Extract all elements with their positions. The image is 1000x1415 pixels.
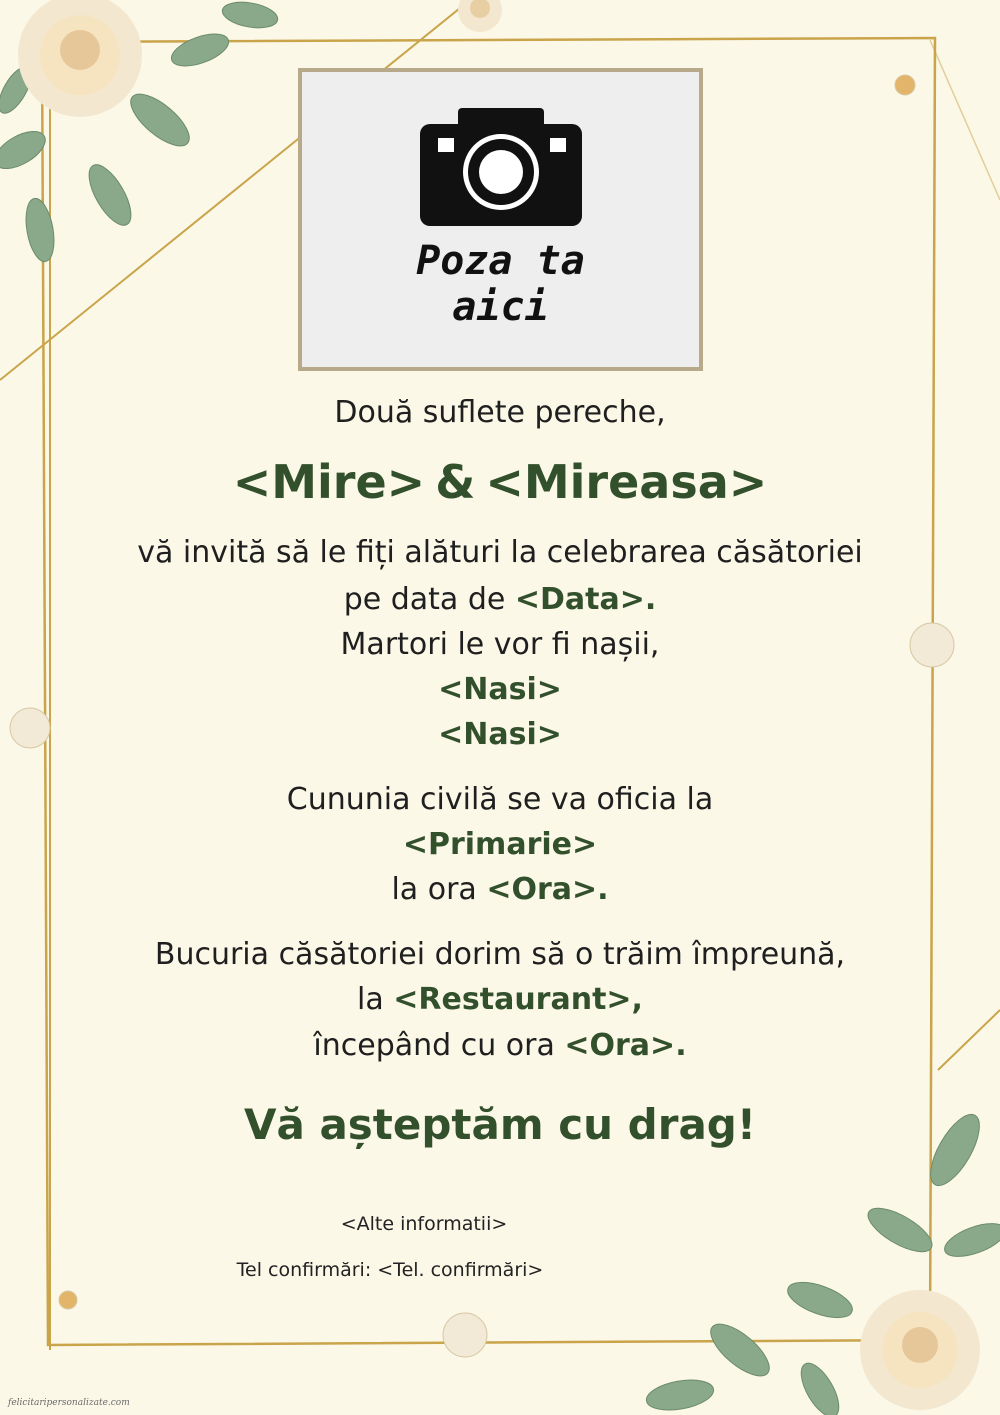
witnesses-intro: Martori le vor fi nașii,: [340, 627, 660, 662]
intro-line: Două suflete pereche,: [334, 395, 666, 430]
restaurant-line: [0, 982, 1000, 1017]
date-prefix: pe data de: [343, 582, 515, 617]
civil-time: <Ora>.: [486, 872, 609, 907]
ampersand: &: [435, 455, 476, 509]
godparent-2: <Nasi>: [438, 717, 562, 752]
date-line: [0, 582, 1000, 617]
party-time-line: [0, 1028, 1000, 1063]
camera-icon: [420, 108, 582, 226]
closing-line: Vă așteptăm cu drag!: [244, 1100, 756, 1149]
civil-time-prefix: la ora: [391, 872, 487, 907]
date-placeholder: <Data>.: [514, 582, 657, 617]
party-time: <Ora>.: [564, 1028, 687, 1063]
party-time-prefix: începând cu ora: [313, 1028, 565, 1063]
civil-time-line: [0, 872, 1000, 907]
photo-placeholder-label: Poza ta aici: [416, 238, 585, 330]
couple-names: [0, 455, 1000, 509]
party-intro: Bucuria căsătoriei dorim să o trăim împreună,: [154, 937, 846, 972]
invite-line: vă invită să le fiți alături la celebrarea căsătoriei: [137, 535, 863, 570]
city-hall: <Primarie>: [402, 827, 598, 862]
groom-name: <Mire>: [232, 455, 426, 509]
rsvp-phone: Tel confirmări: <Tel. confirmări>: [236, 1259, 544, 1281]
party-prefix: la: [357, 982, 394, 1017]
other-info: <Alte informatii>: [340, 1213, 508, 1235]
watermark: felicitaripersonalizate.com: [8, 1398, 130, 1408]
photo-placeholder[interactable]: [298, 68, 703, 371]
bride-name: <Mireasa>: [485, 455, 768, 509]
godparent-1: <Nasi>: [438, 672, 562, 707]
civil-ceremony-intro: Cununia civilă se va oficia la: [286, 782, 714, 817]
restaurant: <Restaurant>,: [393, 982, 643, 1017]
